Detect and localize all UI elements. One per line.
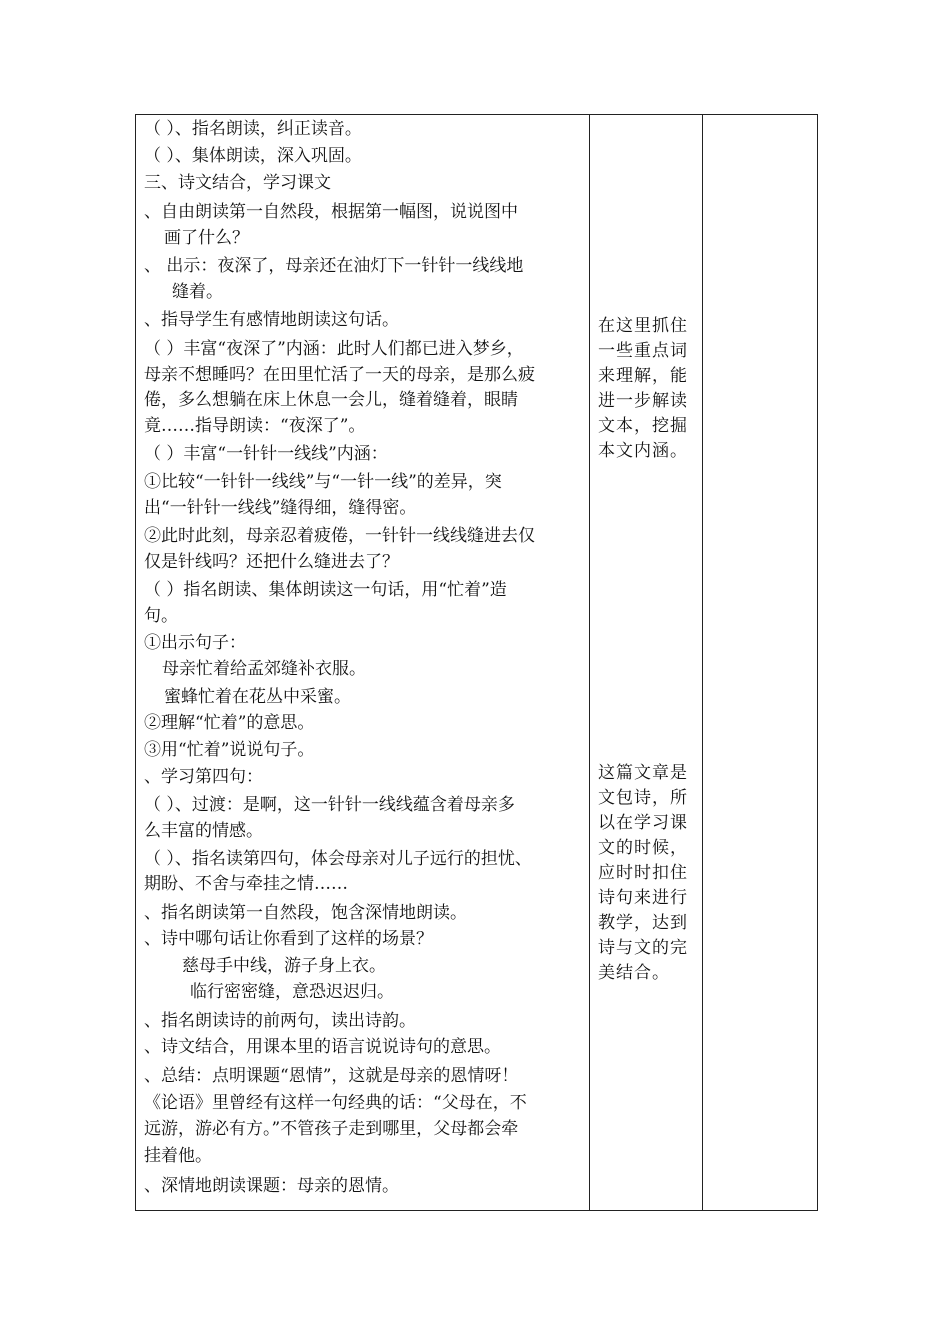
text-line: ②理解“忙着”的意思。 [144,713,315,733]
text-line: （ ）指名朗读、集体朗读这一句话，用“忙着”造 [144,580,507,600]
text-line: 、指名朗读诗的前两句，读出诗韵。 [144,1011,416,1031]
text-line: 慈母手中线，游子身上衣。 [182,956,386,976]
text-line: （ ）、过渡：是啊，这一针针一线线蕴含着母亲多 [144,795,515,815]
note-line: 一些重点词 [598,341,688,361]
note-line: 美结合。 [598,963,670,983]
note-line: 文包诗，所 [598,788,688,808]
column-divider [702,115,703,1210]
text-line: 么丰富的情感。 [144,821,263,841]
note-line: 文的时候， [598,838,688,858]
note-line: 在这里抓住 [598,316,688,336]
text-line: 、 出示：夜深了，母亲还在油灯下一针针一线线地 [144,256,524,276]
text-line: 挂着他。 [144,1146,212,1166]
note-line: 诗与文的完 [598,938,688,958]
text-line: 画了什么？ [164,228,249,248]
note-line: 诗句来进行 [598,888,688,908]
text-line: 倦，多么想躺在床上休息一会儿，缝着缝着，眼睛 [144,390,518,410]
note-line: 应时时扣住 [598,863,688,883]
text-line: 缝着。 [172,282,223,302]
text-line: 蜜蜂忙着在花丛中采蜜。 [164,687,351,707]
lesson-table [135,114,818,1211]
text-line: 出“一针针一线线”缝得细，缝得密。 [144,498,417,518]
text-line: 、指导学生有感情地朗读这句话。 [144,310,399,330]
text-line: 、总结：点明课题“恩情”，这就是母亲的恩情呀！ [144,1066,519,1086]
text-line: 、深情地朗读课题：母亲的恩情。 [144,1176,399,1196]
text-line: 仅是针线吗？还把什么缝进去了？ [144,552,399,572]
text-line: ②此时此刻，母亲忍着疲倦，一针针一线线缝进去仅 [144,526,535,546]
text-line: 远游，游必有方。”不管孩子走到哪里，父母都会牵 [144,1119,519,1139]
text-line: 句。 [144,606,178,626]
text-line: 期盼、不舍与牵挂之情…… [144,874,348,894]
text-line: 、指名朗读第一自然段，饱含深情地朗读。 [144,903,467,923]
note-line: 这篇文章是 [598,763,688,783]
text-line: ①比较“一针针一线线”与“一针一线”的差异，突 [144,472,502,492]
note-line: 来理解，能 [598,366,688,386]
text-line: 、诗中哪句话让你看到了这样的场景？ [144,929,433,949]
text-line: 临行密密缝，意恐迟迟归。 [190,982,394,1002]
text-line: 、诗文结合，用课本里的语言说说诗句的意思。 [144,1037,501,1057]
text-line: （ ）、指名朗读，纠正读音。 [144,119,362,139]
text-line: ①出示句子： [144,633,246,653]
column-divider [589,115,590,1210]
text-line: （ ）丰富“夜深了”内涵：此时人们都已进入梦乡， [144,339,524,359]
text-line: ③用“忙着”说说句子。 [144,740,315,760]
text-line: 竟……指导朗读：“夜深了”。 [144,416,366,436]
text-line: 《论语》里曾经有这样一句经典的话：“父母在，不 [144,1093,527,1113]
note-line: 以在学习课 [598,813,688,833]
note-line: 本文内涵。 [598,441,688,461]
text-line: 、自由朗读第一自然段，根据第一幅图，说说图中 [144,202,518,222]
text-line: （ ）丰富“一针针一线线”内涵： [144,444,388,464]
text-line: （ ）、指名读第四句，体会母亲对儿子远行的担忧、 [144,849,532,869]
text-line: （ ）、集体朗读，深入巩固。 [144,146,362,166]
text-line: 三、诗文结合，学习课文 [144,173,331,193]
text-line: 、学习第四句： [144,767,263,787]
text-line: 母亲忙着给孟郊缝补衣服。 [162,659,366,679]
note-line: 教学，达到 [598,913,688,933]
text-line: 母亲不想睡吗？在田里忙活了一天的母亲，是那么疲 [144,365,535,385]
note-line: 进一步解读 [598,391,688,411]
note-line: 文本，挖掘 [598,416,688,436]
